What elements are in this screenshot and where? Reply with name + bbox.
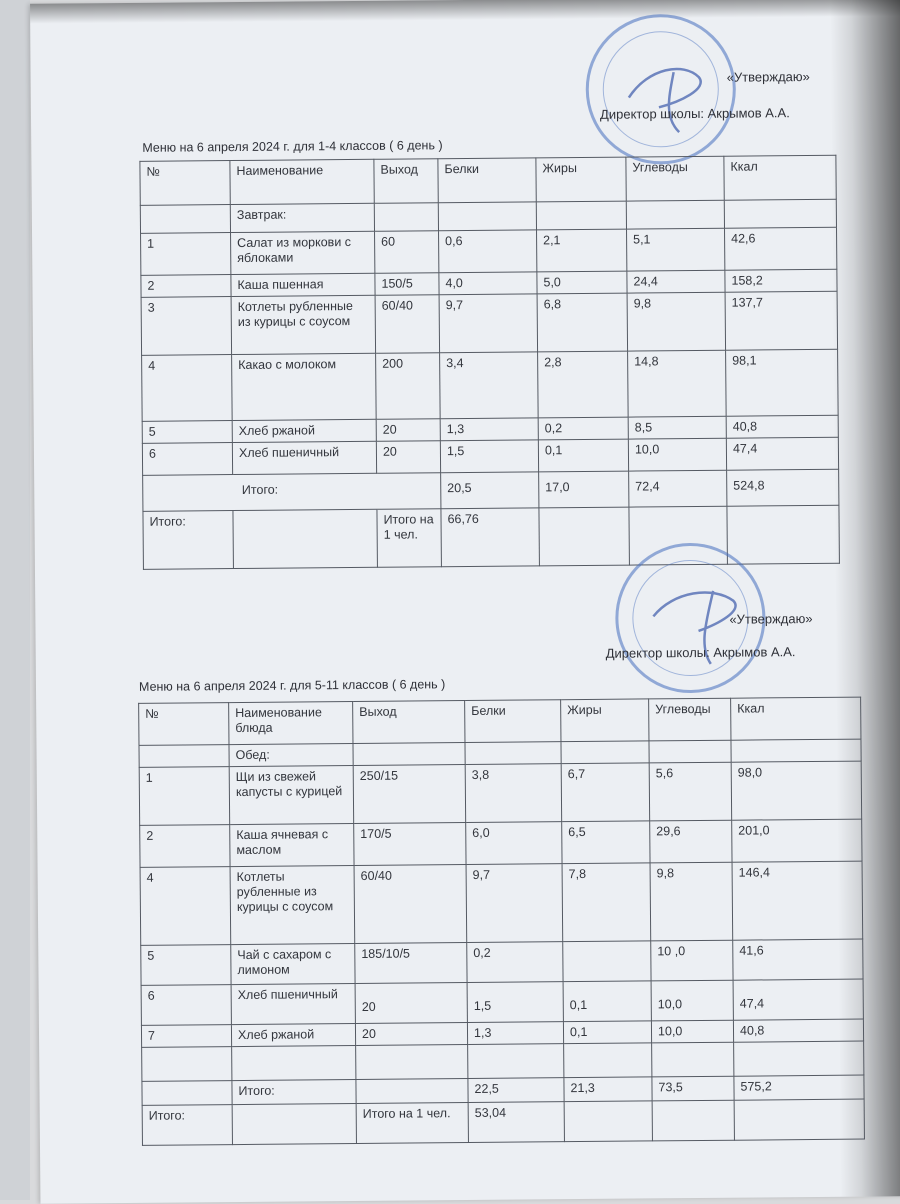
protein: 6,0 xyxy=(466,822,562,865)
table-cell xyxy=(232,1103,356,1144)
total-carbs: 72,4 xyxy=(629,470,727,507)
total-protein: 22,5 xyxy=(468,1078,564,1103)
kcal: 146,4 xyxy=(732,861,863,940)
school-stamp-1 xyxy=(585,14,736,165)
header-cell: Жиры xyxy=(536,157,626,202)
total-kcal: 524,8 xyxy=(727,469,839,506)
dish-name: Чай с сахаром с лимоном xyxy=(231,943,355,984)
per-person-value: 53,04 xyxy=(468,1102,564,1143)
menu-table-2 xyxy=(138,697,865,1146)
menu-title-2: Меню на 6 апреля 2024 г. для 5-11 классов ( 6 день ) xyxy=(138,677,446,694)
table-cell xyxy=(734,1099,864,1140)
table-row xyxy=(141,291,837,355)
menu-title-1: Меню на 6 апреля 2024 г. для 1-4 классов ( 6 день ) xyxy=(142,138,443,155)
row-number: 1 xyxy=(141,233,231,276)
totals-label: Итого: xyxy=(232,1079,356,1104)
dish-name: Каша ячневая с маслом xyxy=(230,824,354,867)
fat: 2,8 xyxy=(538,351,629,418)
carbs: 10 ,0 xyxy=(651,940,733,981)
table-cell xyxy=(731,739,861,762)
protein: 1,3 xyxy=(467,1022,563,1045)
carbs: 10,0 xyxy=(651,980,733,1021)
portion: 250/15 xyxy=(353,765,466,824)
protein: 1,5 xyxy=(440,440,538,473)
table-cell xyxy=(564,1043,652,1078)
stamp-signature-icon xyxy=(588,17,739,168)
dish-name: Щи из свежей капусты с курицей xyxy=(229,766,354,825)
summary-label: Итого: xyxy=(142,1105,232,1146)
portion: 185/10/5 xyxy=(355,943,467,984)
dish-name: Какао с молоком xyxy=(232,353,377,420)
protein: 0,2 xyxy=(467,942,563,983)
per-person-label: Итого на 1 чел. xyxy=(356,1103,468,1144)
fat: 7,8 xyxy=(562,863,651,942)
header-cell: Углеводы xyxy=(626,156,724,201)
fat: 6,7 xyxy=(561,763,650,822)
total-fat: 17,0 xyxy=(539,471,629,508)
background-strip xyxy=(0,0,30,1200)
dish-name: Хлеб пшеничный xyxy=(231,983,355,1024)
total-kcal: 575,2 xyxy=(734,1075,864,1100)
protein: 1,3 xyxy=(440,418,538,441)
header-cell: Наименование блюда xyxy=(229,702,353,745)
portion: 60 xyxy=(375,231,439,274)
table-cell xyxy=(564,1101,652,1142)
total-fat: 21,3 xyxy=(564,1077,652,1102)
row-number: 7 xyxy=(141,1025,231,1048)
row-number: 5 xyxy=(142,421,232,444)
table-header-row xyxy=(139,697,861,745)
kcal: 42,6 xyxy=(725,227,837,270)
table-cell xyxy=(561,741,649,764)
kcal: 158,2 xyxy=(725,269,837,292)
carbs: 5,6 xyxy=(649,762,732,821)
carbs: 10,0 xyxy=(651,1020,733,1043)
portion: 60/40 xyxy=(375,295,440,354)
header-cell: Углеводы xyxy=(649,698,731,741)
fat: 0,1 xyxy=(563,981,651,1022)
section-label: Обед: xyxy=(229,744,353,767)
fat xyxy=(563,941,651,982)
kcal: 137,7 xyxy=(725,291,838,350)
row-number: 4 xyxy=(142,355,233,422)
table-cell xyxy=(232,1045,356,1080)
per-person-label: Итого на 1 чел. xyxy=(377,509,442,568)
kcal: 40,8 xyxy=(733,1019,863,1042)
dish-name: Котлеты рубленные из курицы с соусом xyxy=(231,295,376,354)
portion: 20 xyxy=(355,1023,467,1046)
portion: 170/5 xyxy=(354,823,466,866)
protein: 3,8 xyxy=(465,764,562,823)
carbs: 29,6 xyxy=(650,820,732,863)
header-cell: Выход xyxy=(374,159,438,204)
summary-label: Итого: xyxy=(143,511,234,570)
carbs: 10,0 xyxy=(628,438,726,471)
carbs: 14,8 xyxy=(628,350,727,417)
total-protein: 20,5 xyxy=(441,472,539,509)
table-cell xyxy=(626,200,724,229)
summary-row xyxy=(142,1099,864,1145)
table-header-row xyxy=(140,155,836,205)
fat: 0,1 xyxy=(563,1021,651,1044)
kcal: 98,1 xyxy=(726,349,839,416)
table-cell xyxy=(140,205,230,234)
portion: 20 xyxy=(376,441,440,474)
table-cell xyxy=(139,745,229,768)
protein: 3,4 xyxy=(440,352,539,419)
total-carbs: 73,5 xyxy=(652,1076,734,1101)
fat: 5,0 xyxy=(537,271,627,294)
row-number: 5 xyxy=(141,945,231,986)
table-cell xyxy=(724,199,836,228)
protein: 9,7 xyxy=(439,294,538,353)
row-number: 6 xyxy=(141,985,231,1026)
kcal: 201,0 xyxy=(732,819,862,862)
kcal: 98,0 xyxy=(731,761,862,820)
table-row xyxy=(141,979,863,1025)
table-cell xyxy=(142,1047,232,1082)
table-cell xyxy=(734,1041,864,1076)
row-number: 1 xyxy=(139,767,230,826)
header-cell: Наименование xyxy=(230,159,374,204)
portion: 150/5 xyxy=(375,273,439,296)
scan-shadow-top xyxy=(30,0,900,24)
row-number: 6 xyxy=(142,443,232,476)
fat: 6,5 xyxy=(562,821,650,864)
table-row xyxy=(139,761,861,825)
director-line-1: Директор школы: Акрымов А.А. xyxy=(599,105,790,122)
kcal: 47,4 xyxy=(726,437,838,470)
table-cell xyxy=(438,202,536,231)
document-sheet xyxy=(30,0,900,1204)
header-cell: Выход xyxy=(353,701,465,744)
table-row xyxy=(140,861,863,945)
row-number: 2 xyxy=(140,825,230,868)
table-cell xyxy=(652,1042,734,1077)
totals-row xyxy=(143,469,839,511)
carbs: 8,5 xyxy=(628,416,726,439)
dish-name: Салат из моркови с яблоками xyxy=(231,231,375,274)
header-cell: № xyxy=(140,161,230,206)
header-cell: Жиры xyxy=(561,699,649,742)
menu-table-1 xyxy=(139,155,840,570)
fat: 2,1 xyxy=(537,229,627,272)
row-number: 4 xyxy=(140,867,231,946)
header-cell: Ккал xyxy=(724,155,836,200)
kcal: 41,6 xyxy=(733,939,863,980)
fat: 6,8 xyxy=(537,293,628,352)
header-cell: Белки xyxy=(438,158,536,203)
per-person-value: 66,76 xyxy=(441,508,540,567)
carbs: 5,1 xyxy=(627,228,725,271)
dish-name: Хлеб ржаной xyxy=(232,419,376,442)
approval-label-2: «Утверждаю» xyxy=(729,610,813,627)
protein: 9,7 xyxy=(466,864,563,943)
table-cell xyxy=(539,507,630,566)
table-cell xyxy=(356,1079,468,1104)
table-cell xyxy=(649,740,731,763)
table-cell xyxy=(465,742,561,765)
protein: 0,6 xyxy=(439,230,537,273)
portion: 20 xyxy=(355,983,467,1024)
table-row xyxy=(142,349,839,421)
header-cell: № xyxy=(139,703,229,746)
header-cell: Белки xyxy=(465,700,561,743)
table-cell xyxy=(374,203,438,232)
table-cell xyxy=(353,743,465,766)
protein: 4,0 xyxy=(439,272,537,295)
totals-label: Итого: xyxy=(143,473,377,511)
table-cell xyxy=(142,1081,232,1106)
table-row xyxy=(141,939,863,985)
table-cell xyxy=(233,509,378,568)
approval-label-1: «Утверждаю» xyxy=(726,68,810,85)
fat: 0,1 xyxy=(538,439,628,472)
dish-name: Хлеб ржаной xyxy=(231,1023,355,1046)
row-number: 2 xyxy=(141,275,231,298)
dish-name: Каша пшенная xyxy=(231,273,375,296)
protein: 1,5 xyxy=(467,982,563,1023)
table-row xyxy=(141,227,837,275)
table-cell xyxy=(536,201,626,230)
fat: 0,2 xyxy=(538,417,628,440)
carbs: 24,4 xyxy=(627,270,725,293)
section-label: Завтрак: xyxy=(230,203,374,232)
row-number: 3 xyxy=(141,297,232,356)
table-cell xyxy=(468,1044,564,1079)
carbs: 9,8 xyxy=(650,862,733,941)
header-cell: Ккал xyxy=(731,697,861,740)
portion: 200 xyxy=(376,353,441,420)
dish-name: Котлеты рубленные из курицы с соусом xyxy=(230,866,355,945)
carbs: 9,8 xyxy=(627,292,726,351)
portion: 20 xyxy=(376,419,440,442)
dish-name: Хлеб пшеничный xyxy=(232,441,376,474)
kcal: 40,8 xyxy=(726,415,838,438)
table-cell xyxy=(377,473,441,510)
kcal: 47,4 xyxy=(733,979,863,1020)
director-line-2: Директор школы: Акрымов А.А. xyxy=(605,644,796,661)
table-row xyxy=(140,819,862,867)
table-cell xyxy=(356,1045,468,1080)
portion: 60/40 xyxy=(354,865,467,944)
table-cell xyxy=(652,1100,734,1141)
